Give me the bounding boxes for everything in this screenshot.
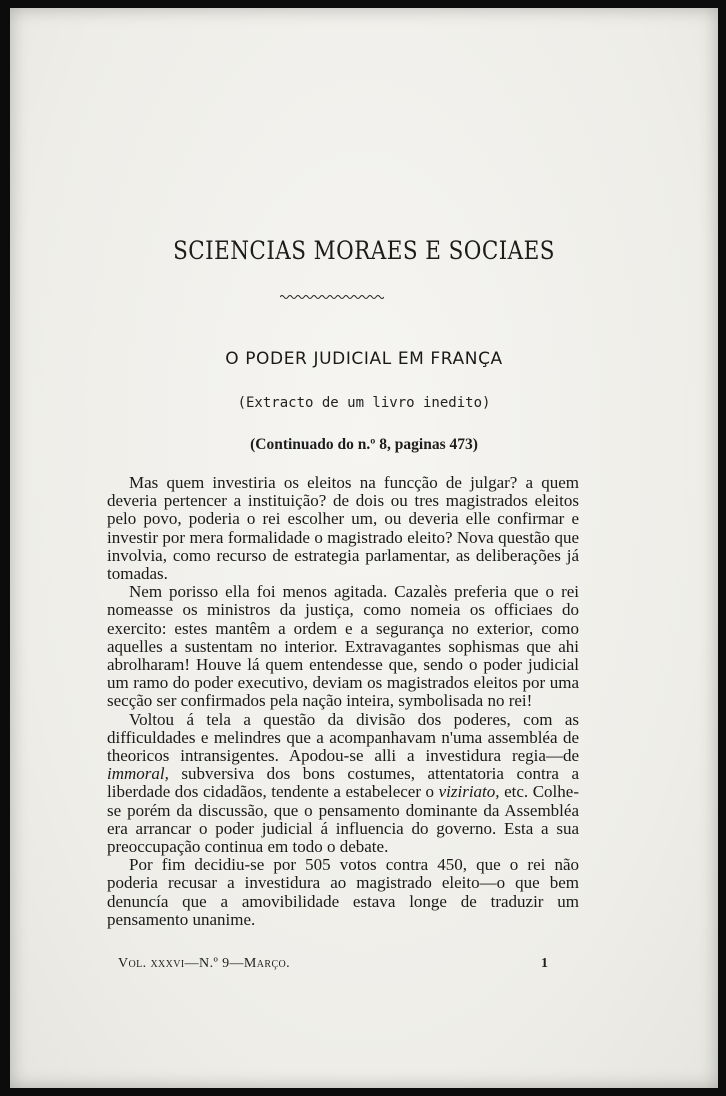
paragraph-3-emphasis-immoral: immoral, — [107, 764, 169, 784]
article-title: O PODER JUDICIAL EM FRANÇA — [225, 349, 503, 369]
paragraph-3 — [107, 711, 579, 857]
paragraph-3-emphasis-viziriato: viziriato, — [438, 782, 500, 802]
continuation-note: (Continuado do n.º 8, paginas 473) — [250, 436, 478, 453]
ornament-divider — [280, 292, 384, 302]
paragraph-3-part-b: subversiva dos bons costumes, attentatoria contra a liberdade dos cidadãos, tendente a estabelecer o — [107, 764, 579, 802]
paragraph-4: Por fim decidiu-se por 505 votos contra 450, que o rei não poderia recusar a investidura ao magistrado eleito—o que bem denuncía que a amovibilidade estava longe de traduzir um pensamento unanime. — [107, 855, 579, 929]
paragraph-1: Mas quem investiria os eleitos na funcção de julgar? a quem deveria pertencer a instituição? de dois ou tres magistrados eleitos pelo povo, poderia o rei escolher um, ou deveria elle confirmar e investir por mera formalidade o magistrado eleito? Nova questão que involvia, como recurso de estrategia parlamentar, as deliberações já tomadas. — [107, 473, 579, 584]
section-title: SCIENCIAS MORAES E SOCIAES — [173, 236, 555, 265]
document-page — [10, 8, 718, 1088]
article-subtitle: (Extracto de um livro inedito) — [237, 395, 491, 411]
article-body — [107, 474, 579, 929]
paragraph-3-part-a: Voltou á tela a questão da divisão dos poderes, com as difficuldades e melindres que a acompanhavam n'uma assembléa de theoricos intransigentes. Apodou-se alli a investidura regia—de — [107, 709, 579, 766]
page-footer — [118, 956, 548, 972]
page-number: 1 — [541, 956, 548, 971]
paragraph-2: Nem porisso ella foi menos agitada. Cazalès preferia que o rei nomeasse os ministros da justiça, como nomeia os officiaes do exercito: estes mantêm a ordem e a segurança no exterior, como aquelles a sustentam no interior. Extravagantes sophismas que ahi abrolharam! Houve lá quem entendesse que, sendo o poder judicial um ramo do poder executivo, deviam os magistrados eleitos por uma secção ser confirmados pela nação inteira, symbolisada no rei! — [107, 582, 579, 711]
volume-info: Vol. xxxvi—N.º 9—Março. — [118, 956, 291, 971]
paragraph-3-part-c: etc. Colhe-se porém da discussão, que o pensamento dominante da Assembléa era arrancar o poder judicial á influencia do governo. Esta a sua preoccupação continua em todo o debate. — [107, 782, 579, 857]
